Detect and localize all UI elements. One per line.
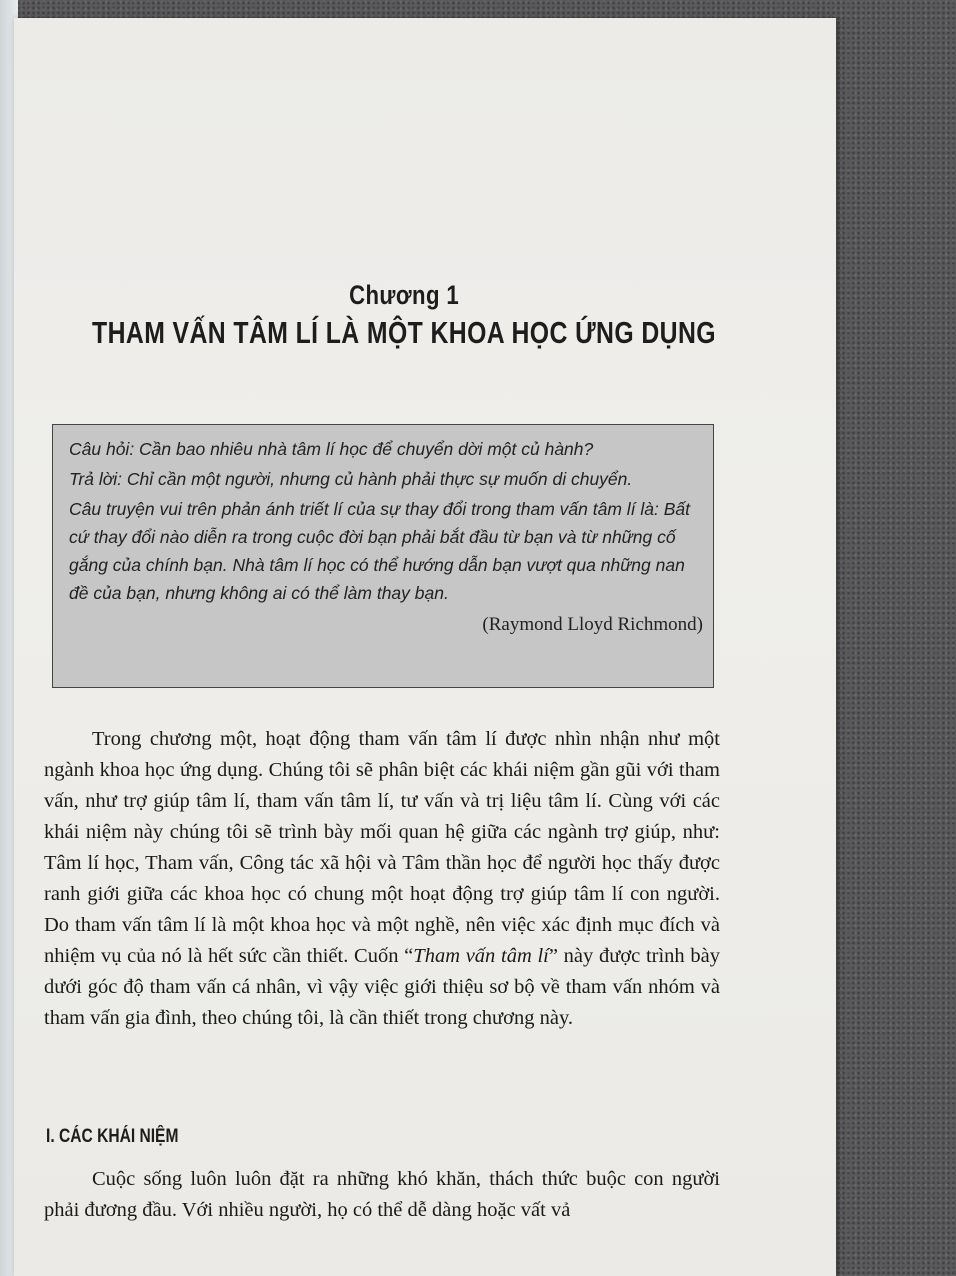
intro-paragraph — [44, 724, 720, 1034]
book-page — [14, 18, 836, 1276]
epigraph-reflection: Câu truyện vui trên phản ánh triết lí của sự thay đổi trong tham vấn tâm lí là: Bất cứ thay đổi nào diễn ra trong cuộc đời bạn phải bắt đầu từ bạn và từ những cố gắng của chính bạn. Nhà tâm lí học có thể hướng dẫn bạn vượt qua những nan đề của bạn, nhưng không ai có thể làm thay bạn. — [69, 499, 691, 603]
section-heading: I. CÁC KHÁI NIỆM — [46, 1126, 179, 1147]
intro-text-part-2: ” này được trình bày dưới góc độ tham vấn cá nhân, vì vậy việc giới thiệu sơ bộ về tham vấn nhóm và tham vấn gia đình, theo chúng tôi, là cần thiết trong chương này. — [44, 945, 720, 1029]
intro-text-part-1: Trong chương một, hoạt động tham vấn tâm lí được nhìn nhận như một ngành khoa học ứng dụng. Chúng tôi sẽ phân biệt các khái niệm gần gũi với tham vấn, như trợ giúp tâm lí, tham vấn tâm lí, tư vấn và trị liệu tâm lí. Cùng với các khái niệm này chúng tôi sẽ trình bày mối quan hệ giữa các ngành trợ giúp, như: Tâm lí học, Tham vấn, Công tác xã hội và Tâm thần học để người học thấy được ranh giới giữa các khoa học có chung một hoạt động trợ giúp tâm lí con người. Do tham vấn tâm lí là một khoa học và một nghề, nên việc xác định mục đích và nhiệm vụ của nó là hết sức cần thiết. Cuốn “ — [44, 728, 720, 967]
section-paragraph — [44, 1164, 720, 1226]
chapter-title: THAM VẤN TÂM LÍ LÀ MỘT KHOA HỌC ỨNG DỤNG — [92, 315, 716, 350]
epigraph-question: Câu hỏi: Cần bao nhiêu nhà tâm lí học để chuyển dời một củ hành? — [69, 439, 594, 459]
intro-book-title: Tham vấn tâm lí — [413, 945, 549, 967]
chapter-number: Chương 1 — [348, 280, 460, 310]
epigraph-attribution: (Raymond Lloyd Richmond) — [482, 614, 703, 635]
section-text: Cuộc sống luôn luôn đặt ra những khó khăn, thách thức buộc con người phải đương đầu. Với nhiều người, họ có thể dễ dàng hoặc vất vả — [44, 1168, 720, 1221]
epigraph-box — [52, 424, 714, 688]
chapter-heading — [14, 280, 794, 351]
epigraph-answer: Trả lời: Chỉ cần một người, nhưng củ hành phải thực sự muốn di chuyển. — [69, 469, 633, 489]
